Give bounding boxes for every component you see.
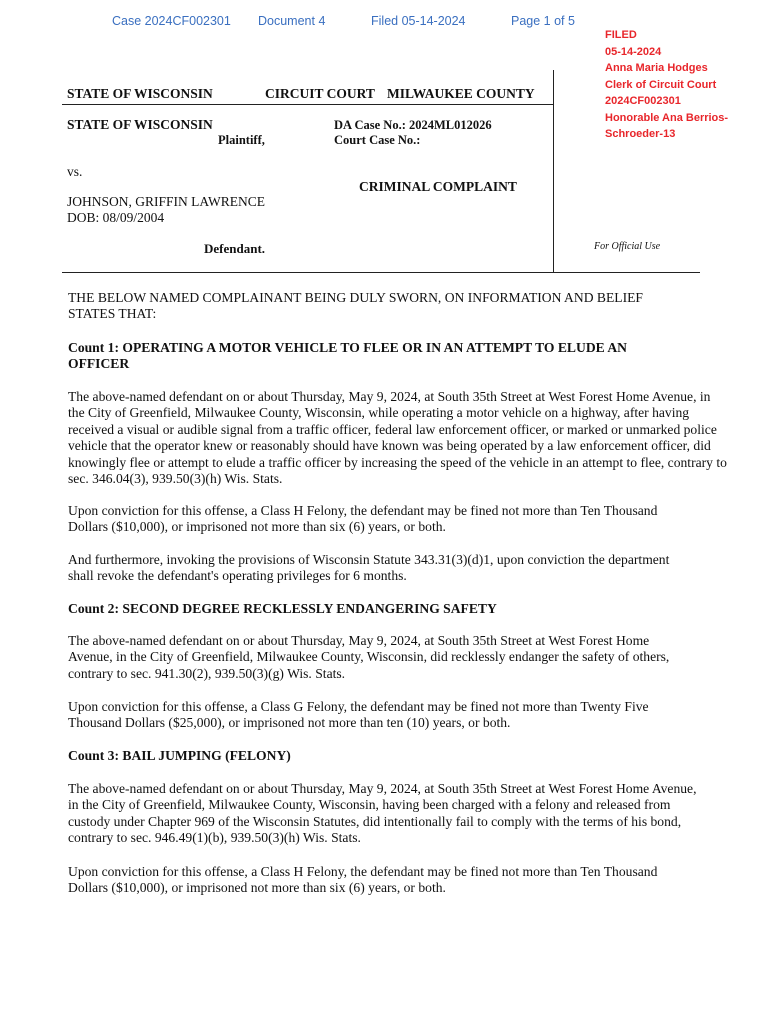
count-2-paragraph-2: Upon conviction for this offense, a Class G Felony, the defendant may be fined not more than Twenty Five Thousand Dollars ($25,000), or imprisoned not more than ten (10) years, or both. (68, 699, 649, 731)
stamp-line: FILED (605, 29, 637, 41)
stamp-line: Clerk of Circuit Court (605, 78, 717, 91)
case-number-link[interactable]: Case 2024CF002301 (112, 14, 231, 28)
stamp-line: 05-14-2024 (605, 45, 662, 58)
versus-label: vs. (67, 164, 83, 179)
stamp-line: Honorable Ana Berrios-Schroeder-13 (605, 111, 729, 140)
defendant-dob: DOB: 08/09/2004 (67, 210, 165, 225)
plaintiff-label: Plaintiff, (218, 133, 265, 147)
caption-vertical-divider (553, 70, 554, 272)
da-case-number: DA Case No.: 2024ML012026 (334, 118, 492, 132)
county-heading: MILWAUKEE COUNTY (387, 86, 535, 101)
stamp-line: 2024CF002301 (605, 95, 681, 107)
state-heading: STATE OF WISCONSIN (67, 86, 213, 101)
page-indicator: Page 1 of 5 (511, 14, 575, 28)
count-1-heading: Count 1: OPERATING A MOTOR VEHICLE TO FLEE OR IN AN ATTEMPT TO ELUDE AN OFFICER (68, 340, 627, 372)
filed-stamp (605, 27, 760, 143)
caption-top-divider (62, 104, 553, 105)
count-2-paragraph-1: The above-named defendant on or about Thursday, May 9, 2024, at South 35th Street at West Forest Home Avenue, in the City of Greenfield, Milwaukee County, Wisconsin, did recklessly endanger the safety of others, contrary to sec. 941.30(2), 939.50(3)(g) Wis. Stats. (68, 633, 670, 681)
count-3-paragraph-2: Upon conviction for this offense, a Class H Felony, the defendant may be fined not more than Ten Thousand Dollars ($10,000), or imprisoned not more than six (6) years, or both. (68, 864, 658, 896)
count-1-paragraph-3: And furthermore, invoking the provisions of Wisconsin Statute 343.31(3)(d)1, upon conviction the department shall revoke the defendant's operating privileges for 6 months. (68, 552, 670, 584)
document-number-link[interactable]: Document 4 (258, 14, 326, 28)
defendant-label: Defendant. (204, 241, 266, 256)
court-heading: CIRCUIT COURT (265, 86, 375, 101)
court-case-number: Court Case No.: (334, 133, 421, 147)
count-3-paragraph-1: The above-named defendant on or about Thursday, May 9, 2024, at South 35th Street at West Forest Home Avenue, in the City of Greenfield, Milwaukee County, Wisconsin, having been charged with a felony and released from custody under Chapter 969 of the Wisconsin Statutes, did intentionally fail to comply with the terms of his bond, contrary to sec. 946.49(1)(b), 939.50(3)(h) Wis. Stats. (68, 781, 697, 846)
caption-bottom-divider (62, 272, 700, 273)
intro-statement: THE BELOW NAMED COMPLAINANT BEING DULY SWORN, ON INFORMATION AND BELIEF STATES THAT: (68, 290, 643, 322)
plaintiff-name: STATE OF WISCONSIN (67, 117, 213, 132)
stamp-line: Anna Maria Hodges (605, 62, 708, 74)
official-use-label: For Official Use (594, 241, 661, 252)
count-2-heading: Count 2: SECOND DEGREE RECKLESSLY ENDANGERING SAFETY (68, 601, 497, 616)
filed-date-link[interactable]: Filed 05-14-2024 (371, 14, 466, 28)
count-1-paragraph-1: The above-named defendant on or about Thursday, May 9, 2024, at South 35th Street at West Forest Home Avenue, in the City of Greenfield, Milwaukee County, Wisconsin, while operating a motor vehicle on a highway, after having received a visual or audible signal from a traffic officer, federal law enforcement officer, or marked or unmarked police vehicle that the operator knew or reasonably should have known was being operated by a law enforcement officer, did knowingly flee or attempt to elude a traffic officer by increasing the speed of the vehicle in an attempt to flee, contrary to sec. 346.04(3), 939.50(3)(h) Wis. Stats. (68, 389, 727, 487)
defendant-name: JOHNSON, GRIFFIN LAWRENCE (67, 194, 266, 209)
count-3-heading: Count 3: BAIL JUMPING (FELONY) (68, 748, 291, 763)
complaint-title: CRIMINAL COMPLAINT (359, 179, 517, 194)
count-1-paragraph-2: Upon conviction for this offense, a Class H Felony, the defendant may be fined not more than Ten Thousand Dollars ($10,000), or imprisoned not more than six (6) years, or both. (68, 503, 658, 535)
